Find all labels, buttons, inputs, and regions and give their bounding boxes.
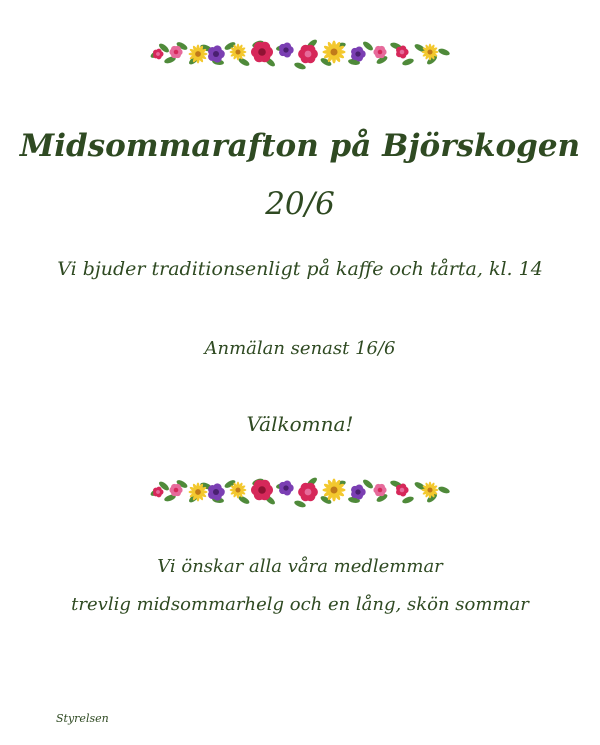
wish-line-1: Vi önskar alla våra medlemmar (157, 556, 443, 577)
flower-garland-icon (150, 470, 450, 514)
event-date: 20/6 (265, 186, 335, 222)
registration-deadline: Anmälan senast 16/6 (204, 338, 396, 359)
wish-line-2: trevlig midsommarhelg och en lång, skön sommar (71, 594, 529, 615)
flower-garland-icon (150, 32, 450, 76)
invitation-text: Vi bjuder traditionsenligt på kaffe och tårta, kl. 14 (57, 258, 543, 280)
welcome-text: Välkomna! (246, 412, 354, 436)
signature: Styrelsen (56, 712, 109, 725)
page-title: Midsommarafton på Björskogen (19, 128, 581, 164)
